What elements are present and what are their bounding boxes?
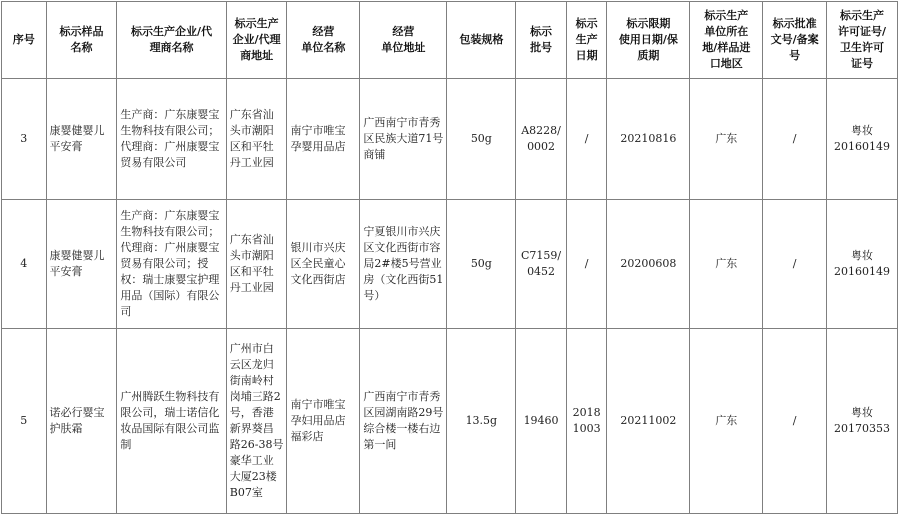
cell-seller: 银川市兴庆区全民童心文化西街店 <box>287 200 360 329</box>
header-seller: 经营 单位名称 <box>287 2 360 79</box>
cell-package: 50g <box>447 200 516 329</box>
header-origin: 标示生产 单位所在 地/样品进 口地区 <box>690 2 763 79</box>
cell-seller: 南宁市唯宝孕婴用品店 <box>287 79 360 200</box>
cell-no: 3 <box>2 79 47 200</box>
cell-origin: 广东 <box>690 79 763 200</box>
header-seller-address: 经营 单位地址 <box>360 2 447 79</box>
cell-license-no: 粤妆 20160149 <box>827 79 898 200</box>
cell-sample-name: 诺必行婴宝护肤霜 <box>46 329 117 514</box>
header-approval-no: 标示批准 文号/备案 号 <box>763 2 827 79</box>
cell-seller-address: 宁夏银川市兴庆区文化西街市容局2#楼5号营业房（文化西街51号） <box>360 200 447 329</box>
cell-producer: 生产商：广东康婴宝生物科技有限公司；代理商：广州康婴宝贸易有限公司；授权：瑞士康婴宝护理用品（国际）有限公司 <box>117 200 226 329</box>
cell-expiry: 20210816 <box>607 79 690 200</box>
cell-approval-no: / <box>763 79 827 200</box>
cell-sample-name: 康婴健婴儿平安膏 <box>46 79 117 200</box>
header-license-no: 标示生产 许可证号/ 卫生许可 证号 <box>827 2 898 79</box>
cell-origin: 广东 <box>690 200 763 329</box>
cell-producer-address: 广东省汕头市潮阳区和平牡丹工业园 <box>226 79 287 200</box>
table-row <box>2 200 898 329</box>
cell-producer-address: 广东省汕头市潮阳区和平牡丹工业园 <box>226 200 287 329</box>
cell-no: 4 <box>2 200 47 329</box>
cell-approval-no: / <box>763 200 827 329</box>
cell-seller-address: 广西南宁市青秀区园湖南路29号综合楼一楼右边第一间 <box>360 329 447 514</box>
table-row <box>2 79 898 200</box>
header-expiry: 标示限期 使用日期/保 质期 <box>607 2 690 79</box>
cell-expiry: 20200608 <box>607 200 690 329</box>
cell-batch: A8228/ 0002 <box>516 79 567 200</box>
sample-table <box>1 1 898 514</box>
cell-production-date: 2018 1003 <box>566 329 606 514</box>
table-row <box>2 329 898 514</box>
cell-producer: 生产商：广东康婴宝生物科技有限公司；代理商：广州康婴宝贸易有限公司 <box>117 79 226 200</box>
cell-expiry: 20211002 <box>607 329 690 514</box>
header-sample-name: 标示样品 名称 <box>46 2 117 79</box>
header-producer: 标示生产企业/代 理商名称 <box>117 2 226 79</box>
cell-origin: 广东 <box>690 329 763 514</box>
cell-package: 50g <box>447 79 516 200</box>
header-package: 包装规格 <box>447 2 516 79</box>
cell-production-date: / <box>566 200 606 329</box>
header-batch: 标示 批号 <box>516 2 567 79</box>
cell-seller: 南宁市唯宝孕妇用品店福彩店 <box>287 329 360 514</box>
cell-production-date: / <box>566 79 606 200</box>
cell-sample-name: 康婴健婴儿平安膏 <box>46 200 117 329</box>
cell-producer-address: 广州市白云区龙归街南岭村岗埔三路2号，香港新界葵昌路26-38号豪华工业大厦23楼B07室 <box>226 329 287 514</box>
cell-batch: 19460 <box>516 329 567 514</box>
table-header-row <box>2 2 898 79</box>
cell-no: 5 <box>2 329 47 514</box>
header-producer-address: 标示生产 企业/代理 商地址 <box>226 2 287 79</box>
cell-batch: C7159/ 0452 <box>516 200 567 329</box>
cell-package: 13.5g <box>447 329 516 514</box>
cell-license-no: 粤妆 20170353 <box>827 329 898 514</box>
cell-producer: 广州腾跃生物科技有限公司，瑞士诺信化妆品国际有限公司监制 <box>117 329 226 514</box>
cell-seller-address: 广西南宁市青秀区民族大道71号商铺 <box>360 79 447 200</box>
header-no: 序号 <box>2 2 47 79</box>
header-production-date: 标示 生产 日期 <box>566 2 606 79</box>
cell-license-no: 粤妆 20160149 <box>827 200 898 329</box>
cell-approval-no: / <box>763 329 827 514</box>
